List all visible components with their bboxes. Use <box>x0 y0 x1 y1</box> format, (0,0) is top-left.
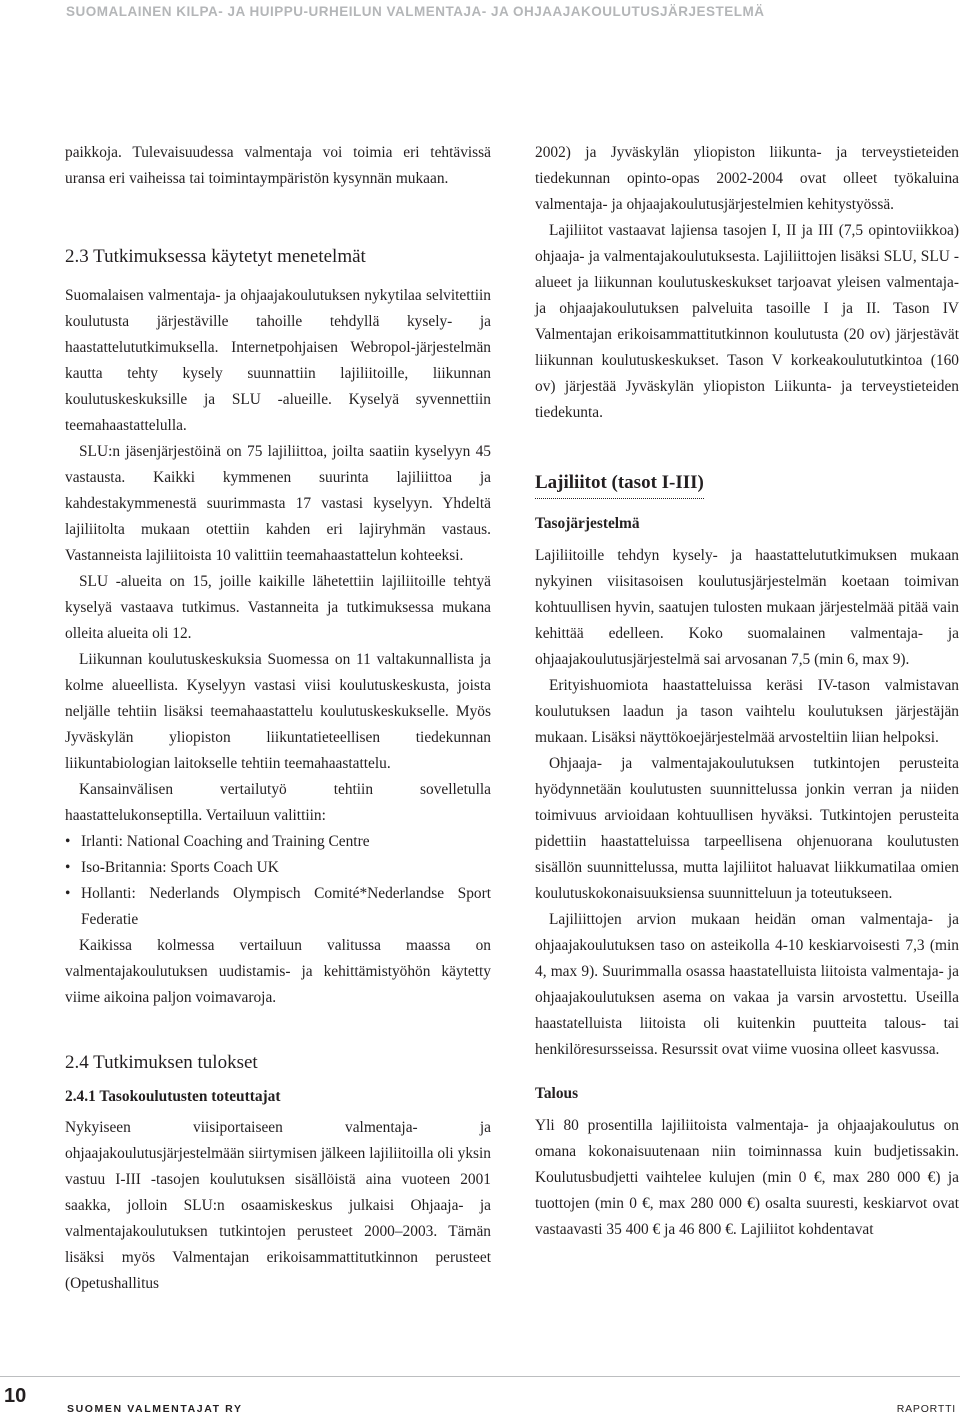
bullet-list <box>65 829 491 933</box>
paragraph: 2002) ja Jyväskylän yliopiston liikunta- ja terveystieteiden tiedekunnan opinto-opas 2002-2004 ovat olleet työkaluina valmentaja- ja ohjaajakoulutusjärjestelmien kehitystyössä. <box>535 144 959 213</box>
left-column <box>65 140 491 1297</box>
paragraph: Lajiliitoille tehdyn kysely- ja haastattelututkimuksen mukaan nykyinen viisitasoisen koulutusjärjestelmän koetaan toimivan kohtuullisen hyvin, saatujen tulosten mukaan järjestelmää pitää vain kehittää edelleen. Koko suomalainen valmentaja- ja ohjaajakoulutusjärjestelmä sai arvosanan 7,5 (min 6, max 9). <box>535 547 959 668</box>
paragraph: Erityishuomiota haastatteluissa keräsi IV-tason valmistavan koulutuksen laadun ja tason vaihtelu koulutuksen järjestäjän mukaan. Lisäksi näyttökoejärjestelmää arvosteltiin liian helpoksi. <box>535 677 959 746</box>
paragraph: Lajiliittojen arvion mukaan heidän oman valmentaja- ja ohjaajakoulutuksen taso on asteikolla 4-10 keskiarvoisesti 7,3 (min 4, max 9). Suurimmalla osassa haastatelluista liitoista valmentaja- ja ohjaajakoulutuksen asema on vakaa ja varsin arvostettu. Useilla haastatelluista liitoista oli kuitenkin puutteita talous- tai henkilöresursseissa. Resurssit ovat viime vuosina olleet kasvussa. <box>535 911 959 1058</box>
subsection-heading: Talous <box>535 1085 579 1102</box>
subsection-heading: Tasojärjestelmä <box>535 515 640 532</box>
paragraph: SLU:n jäsenjärjestöinä on 75 lajiliittoa, joilta saatiin kyselyyn 45 vastausta. Kaikki kymmenen suurinta lajiliittoa ja kahdestakymmenestä suurimmasta 17 vastasi kyselyyn. Yhdeltä lajiliitolta mukaan otettiin kahden eri lajiryhmän vastaus. Vastanneista lajiliitoista 10 valittiin teemahaastattelun kohteeksi. <box>65 443 491 564</box>
section-heading: Lajiliitot (tasot I-III) <box>535 470 704 499</box>
paragraph: SLU -alueita on 15, joille kaikille lähetettiin lajiliitoille tehtyä kyselyä vastaava tutkimus. Vastanneita ja tutkimuksessa mukana olleita alueita oli 12. <box>65 573 491 642</box>
right-column <box>535 140 959 1243</box>
paragraph: Yli 80 prosentilla lajiliitoista valmentaja- ja ohjaajakoulutus on omana kokonaisuutenaan niin toiminnassa kuin budjetissakin. Koulutusbudjetti vaihtelee kulujen (min 0 €, max 280 000 €) ja tuottojen (min 0 €, max 280 000 €) osalta suuresti, keskiarvot ovat vastaavasti 35 400 € ja 46 800 €. Lajiliitot kohdentavat <box>535 1117 959 1238</box>
paragraph: Suomalaisen valmentaja- ja ohjaajakoulutuksen nykytilaa selvitettiin koulutusta järjestäville tahoille tehdyllä kysely- ja haastattelututkimuksella. Internetpohjaisen Webropol-järjestelmän kautta tehty kysely suunnattiin lajiliitoille, liikunnan koulutuskeskuksille ja SLU -alueille. Kyselyä syvennettiin teemahaastattelulla. <box>65 287 491 434</box>
section-label: RAPORTTI <box>896 1403 956 1415</box>
paragraph: Kaikissa kolmessa vertailuun valitussa maassa on valmentajakoulutuksen uudistamis- ja kehittämistyöhön käytetty viime aikoina paljon voimavaroja. <box>65 937 491 1006</box>
section-heading: 2.3 Tutkimuksessa käytetyt menetelmät <box>65 246 366 267</box>
list-item: • Hollanti: Nederlands Olympisch Comité*Nederlandse Sport Federatie <box>65 881 491 933</box>
paragraph: paikkoja. Tulevaisuudessa valmentaja voi toimia eri tehtävissä uransa eri vaiheissa tai toimintaympäristön kysynnän mukaan. <box>65 144 491 187</box>
paragraph: Kansainvälisen vertailutyö tehtiin sovelletulla haastattelukonseptilla. Vertailuun valittiin: <box>65 781 491 824</box>
publisher-name: SUOMEN VALMENTAJAT RY <box>67 1403 243 1415</box>
paragraph: Ohjaaja- ja valmentajakoulutuksen tutkintojen perusteita hyödynnetään koulutusten suunnittelussa jonkin verran ja niiden toimivuus arvioidaan kohtuullisen hyväksi. Tutkintojen perusteita pidettiin haastatteluissa tarpeellisena ohjenuorana koulutusten sisällön suunnittelussa, mutta lajiliitot haluavat liikkumatilaa omien koulutuskokonaisuuksiensa suunnitteluun ja toteutukseen. <box>535 755 959 902</box>
running-head: SUOMALAINEN KILPA- JA HUIPPU-URHEILUN VALMENTAJA- JA OHJAAJAKOULUTUSJÄRJESTELMÄ <box>66 4 765 19</box>
paragraph: Lajiliitot vastaavat lajiensa tasojen I, II ja III (7,5 opintoviikkoa) ohjaaja- ja valmentajakoulutuksesta. Lajiliittojen lisäksi SLU, SLU -alueet ja liikunnan koulutuskeskukset tarjoavat yleisen valmentaja- ja ohjaajakoulutuksen palveluita tasoille I ja II. Tason IV Valmentajan erikoisammattitutkinnon koulutusta (20 ov) järjestävät liikunnan koulutuskeskukset. Tason V korkeakoulututkintoa (160 ov) järjestää Jyväskylän yliopiston Liikunta- ja terveystieteiden tiedekunta. <box>535 222 959 421</box>
section-heading: 2.4 Tutkimuksen tulokset <box>65 1052 258 1073</box>
page-number: 10 <box>4 1385 27 1407</box>
list-item: • Iso-Britannia: Sports Coach UK <box>65 855 491 881</box>
paragraph: Liikunnan koulutuskeskuksia Suomessa on 11 valtakunnallista ja kolme alueellista. Kyselyyn vastasi viisi koulutuskeskusta, joista neljälle tehtiin lisäksi teemahaastattelu koulutuskeskukselle. Myös Jyväskylän yliopiston liikuntatieteellisen tiedekunnan liikuntabiologian laitokselle tehtiin teemahaastattelu. <box>65 651 491 772</box>
footer-rule <box>0 1376 960 1377</box>
subsection-heading: 2.4.1 Tasokoulutusten toteuttajat <box>65 1088 281 1105</box>
list-item: • Irlanti: National Coaching and Training Centre <box>65 829 491 855</box>
paragraph: Nykyiseen viisiportaiseen valmentaja- ja ohjaajakoulutusjärjestelmään siirtymisen jälkeen lajiliitoilla oli yksin vastuu I-III -tasojen koulutuksen sisällöistä aina vuoteen 2001 saakka, jolloin SLU:n osaamiskeskus julkaisi Ohjaaja- ja valmentajakoulutuksen tutkintojen perusteet 2000–2003. Tämän lisäksi myös Valmentajan erikoisammattitutkinnon perusteet (Opetushallitus <box>65 1119 491 1292</box>
